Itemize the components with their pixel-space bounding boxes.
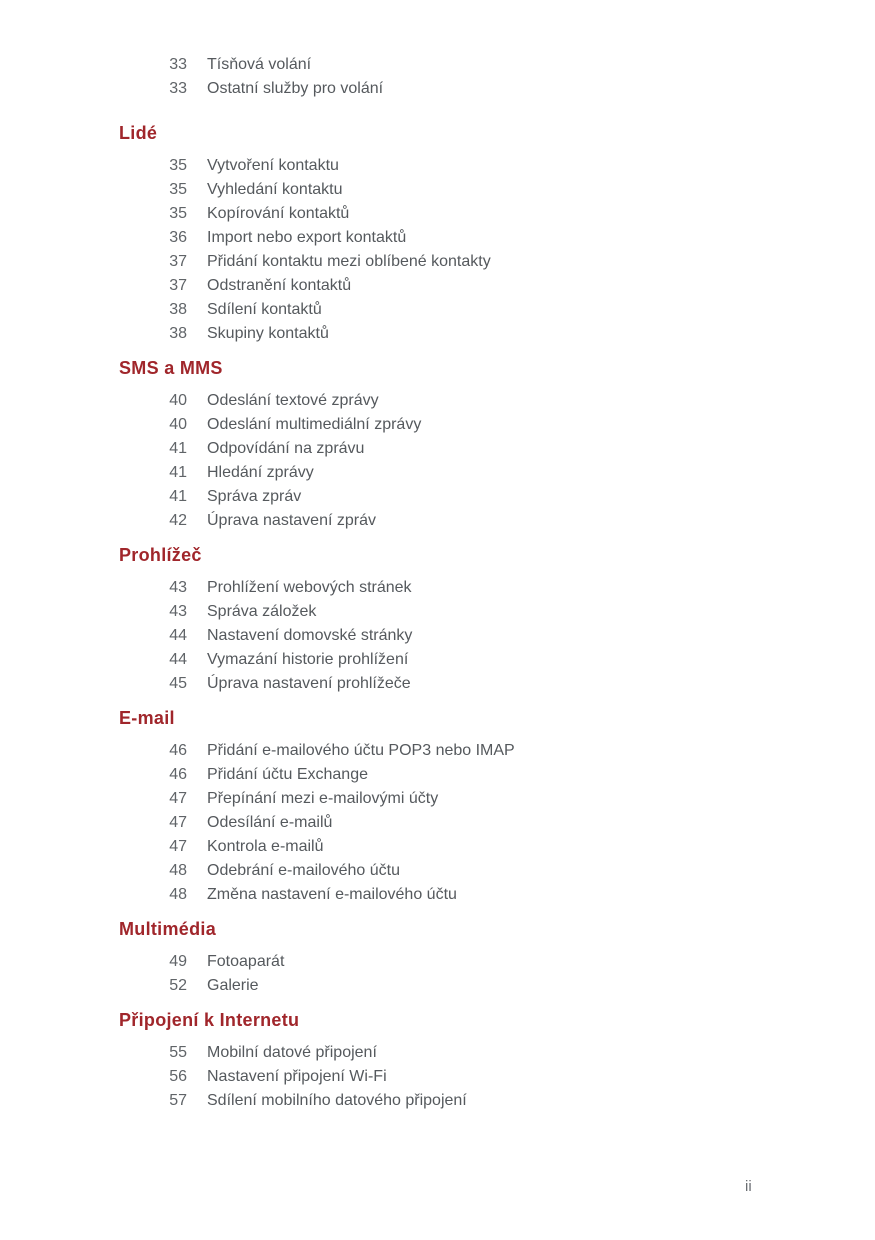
toc-entry-title: Sdílení mobilního datového připojení [207, 1092, 467, 1109]
toc-entry [0, 485, 875, 509]
toc-entry-page: 40 [169, 392, 187, 409]
toc-entry-title: Úprava nastavení prohlížeče [207, 675, 411, 692]
toc-entry-page: 48 [169, 886, 187, 903]
toc-entry [0, 413, 875, 437]
toc-entry-title: Odesílání e-mailů [207, 814, 333, 831]
section-heading: Prohlížeč [119, 545, 202, 565]
toc-entry-page: 52 [169, 977, 187, 994]
toc-entry-page: 47 [169, 790, 187, 807]
toc-entry-title: Správa záložek [207, 603, 317, 620]
toc-entry-title: Odeslání textové zprávy [207, 392, 379, 409]
toc-entry-title: Sdílení kontaktů [207, 301, 322, 318]
toc-entry [0, 154, 875, 178]
toc-section [0, 918, 875, 998]
toc-entry [0, 576, 875, 600]
toc-entry [0, 509, 875, 533]
toc-entry-page: 43 [169, 603, 187, 620]
toc-entry [0, 53, 875, 77]
toc-entry [0, 437, 875, 461]
toc-entry-title: Vytvoření kontaktu [207, 157, 339, 174]
toc-entry [0, 739, 875, 763]
toc-entry [0, 389, 875, 413]
toc-entry-page: 47 [169, 814, 187, 831]
section-heading: E-mail [119, 708, 175, 728]
section-heading: SMS a MMS [119, 358, 223, 378]
toc-entry [0, 859, 875, 883]
toc-entry-title: Správa zpráv [207, 488, 302, 505]
toc-section [0, 122, 875, 346]
toc-entry [0, 298, 875, 322]
toc-entry-title: Přidání kontaktu mezi oblíbené kontakty [207, 253, 491, 270]
toc-entry [0, 950, 875, 974]
toc-entry-title: Úprava nastavení zpráv [207, 512, 376, 529]
toc-entry [0, 1065, 875, 1089]
toc-entry [0, 600, 875, 624]
toc-entry-title: Prohlížení webových stránek [207, 579, 412, 596]
toc-entry-title: Vymazání historie prohlížení [207, 651, 409, 668]
toc-entry-page: 56 [169, 1068, 187, 1085]
toc-sections [0, 122, 875, 1113]
toc-entry-page: 40 [169, 416, 187, 433]
toc-entry [0, 624, 875, 648]
toc-entry [0, 787, 875, 811]
toc-entry [0, 883, 875, 907]
toc-entry [0, 974, 875, 998]
toc-entry [0, 250, 875, 274]
section-entry-list [0, 154, 875, 346]
section-entry-list [0, 739, 875, 907]
table-of-contents [0, 53, 875, 1113]
toc-entry-title: Kontrola e-mailů [207, 838, 324, 855]
toc-entry [0, 1041, 875, 1065]
toc-entry-title: Přidání účtu Exchange [207, 766, 368, 783]
toc-entry-page: 38 [169, 325, 187, 342]
toc-entry [0, 763, 875, 787]
toc-entry-title: Nastavení připojení Wi-Fi [207, 1068, 387, 1085]
toc-entry-title: Přidání e-mailového účtu POP3 nebo IMAP [207, 742, 515, 759]
toc-section [0, 357, 875, 533]
toc-entry-page: 33 [169, 80, 187, 97]
toc-section [0, 707, 875, 907]
toc-entry-page: 41 [169, 488, 187, 505]
toc-entry-page: 35 [169, 205, 187, 222]
toc-entry [0, 178, 875, 202]
toc-entry-title: Změna nastavení e-mailového účtu [207, 886, 457, 903]
toc-entry-page: 38 [169, 301, 187, 318]
toc-entry [0, 322, 875, 346]
toc-entry [0, 461, 875, 485]
toc-entry-title: Nastavení domovské stránky [207, 627, 413, 644]
toc-entry-page: 37 [169, 253, 187, 270]
toc-entry [0, 77, 875, 101]
toc-entry-page: 46 [169, 766, 187, 783]
toc-entry-page: 43 [169, 579, 187, 596]
toc-entry-title: Galerie [207, 977, 259, 994]
toc-entry-page: 41 [169, 440, 187, 457]
toc-entry-title: Import nebo export kontaktů [207, 229, 407, 246]
toc-entry-title: Odstranění kontaktů [207, 277, 352, 294]
section-heading: Multimédia [119, 919, 217, 939]
toc-entry [0, 226, 875, 250]
section-entry-list [0, 389, 875, 533]
toc-entry [0, 672, 875, 696]
toc-entry-page: 35 [169, 157, 187, 174]
toc-entry-page: 48 [169, 862, 187, 879]
toc-entry [0, 835, 875, 859]
toc-entry-page: 49 [169, 953, 187, 970]
toc-entry [0, 274, 875, 298]
toc-entry-title: Fotoaparát [207, 953, 285, 970]
toc-entry-title: Přepínání mezi e-mailovými účty [207, 790, 439, 807]
toc-entry-title: Odeslání multimediální zprávy [207, 416, 422, 433]
toc-entry-title: Ostatní služby pro volání [207, 80, 384, 97]
toc-entry-page: 42 [169, 512, 187, 529]
toc-entry-title: Hledání zprávy [207, 464, 314, 481]
toc-entry-page: 37 [169, 277, 187, 294]
toc-entry-page: 41 [169, 464, 187, 481]
toc-entry-title: Odpovídání na zprávu [207, 440, 365, 457]
toc-entry-title: Kopírování kontaktů [207, 205, 350, 222]
toc-entry-page: 46 [169, 742, 187, 759]
toc-entry-page: 36 [169, 229, 187, 246]
toc-entry-page: 55 [169, 1044, 187, 1061]
toc-entry-page: 57 [169, 1092, 187, 1109]
section-entry-list [0, 576, 875, 696]
toc-entry-page: 33 [169, 56, 187, 73]
toc-entry [0, 1089, 875, 1113]
toc-entry-page: 47 [169, 838, 187, 855]
toc-entry-title: Odebrání e-mailového účtu [207, 862, 400, 879]
section-heading: Lidé [119, 123, 158, 143]
toc-entry-page: 44 [169, 651, 187, 668]
toc-entry [0, 811, 875, 835]
page-number: ii [745, 1178, 752, 1195]
section-entry-list [0, 1041, 875, 1113]
toc-section [0, 1009, 875, 1113]
toc-entry-title: Mobilní datové připojení [207, 1044, 377, 1061]
toc-entry-title: Skupiny kontaktů [207, 325, 329, 342]
section-entry-list [0, 950, 875, 998]
toc-entry [0, 202, 875, 226]
section-heading: Připojení k Internetu [119, 1010, 300, 1030]
toc-entry-page: 45 [169, 675, 187, 692]
toc-entry-page: 44 [169, 627, 187, 644]
toc-entry-page: 35 [169, 181, 187, 198]
toc-entry-title: Tísňová volání [207, 56, 312, 73]
toc-section [0, 544, 875, 696]
toc-entry-title: Vyhledání kontaktu [207, 181, 343, 198]
toc-entry [0, 648, 875, 672]
lead-entry-list [0, 53, 875, 101]
